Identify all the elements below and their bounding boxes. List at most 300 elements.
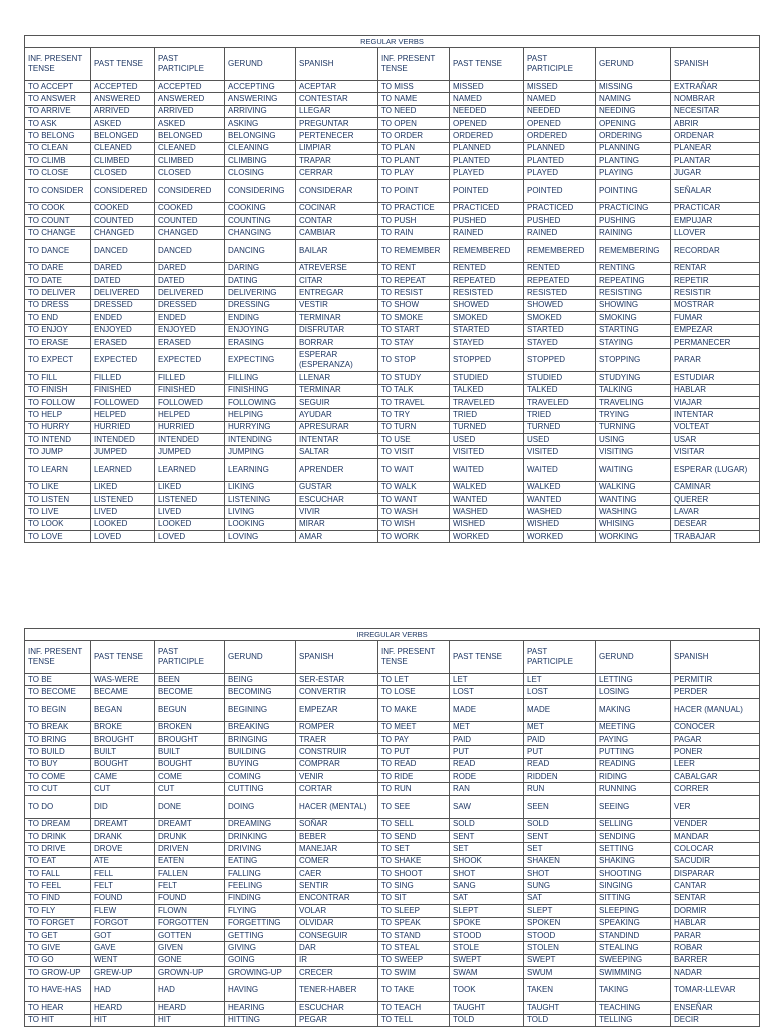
table-row [25, 979, 760, 1002]
table-cell: ORDENAR [671, 130, 760, 142]
table-cell: EXPECTED [155, 349, 225, 372]
table-cell: TO FEEL [25, 880, 91, 892]
table-row [25, 783, 760, 795]
table-cell: LOVED [155, 530, 225, 542]
table-cell: ROMPER [296, 721, 378, 733]
table-cell: PERMITIR [671, 674, 760, 686]
table-cell: PLAYING [596, 167, 671, 179]
table-cell: CLOSING [225, 167, 296, 179]
table-cell: TO REMEMBER [378, 239, 450, 262]
table-row [25, 954, 760, 966]
table-cell: TO HAVE-HAS [25, 979, 91, 1002]
table-cell: TALKING [596, 384, 671, 396]
table-cell: TO HIT [25, 1014, 91, 1026]
table-cell: TO DANCE [25, 239, 91, 262]
table-cell: VISITED [450, 446, 524, 458]
table-row [25, 506, 760, 518]
table-cell: DRIVEN [155, 843, 225, 855]
table-cell: PLANTED [524, 155, 596, 167]
table-cell: PLAYED [524, 167, 596, 179]
table-cell: TO ORDER [378, 130, 450, 142]
regular-header-row [25, 48, 760, 81]
table-cell: ORDERED [524, 130, 596, 142]
table-cell: SHOWED [524, 299, 596, 311]
table-cell: TO STEAL [378, 942, 450, 954]
table-cell: TO SEE [378, 795, 450, 818]
table-cell: GOT [91, 929, 155, 941]
table-cell: DORMIR [671, 905, 760, 917]
table-cell: TO STOP [378, 349, 450, 372]
table-cell: REPEATED [524, 275, 596, 287]
table-cell: WAITED [450, 458, 524, 481]
table-cell: GIVING [225, 942, 296, 954]
table-cell: PAGAR [671, 734, 760, 746]
table-cell: READ [524, 758, 596, 770]
table-cell: SMOKING [596, 312, 671, 324]
table-cell: NADAR [671, 966, 760, 978]
table-cell: STAYED [450, 336, 524, 348]
table-cell: SENTAR [671, 892, 760, 904]
table-cell: DARING [225, 262, 296, 274]
table-cell: JUMPING [225, 446, 296, 458]
table-cell: TURNED [450, 421, 524, 433]
table-row [25, 880, 760, 892]
table-cell: TO MAKE [378, 698, 450, 721]
table-cell: ENTREGAR [296, 287, 378, 299]
table-cell: TO USE [378, 433, 450, 445]
table-cell: CHANGED [155, 227, 225, 239]
table-cell: SWUM [524, 966, 596, 978]
table-cell: TO FINISH [25, 384, 91, 396]
table-cell: EXTRAÑAR [671, 81, 760, 93]
table-cell: EMPUJAR [671, 215, 760, 227]
table-cell: BELONGING [225, 130, 296, 142]
column-header: SPANISH [671, 48, 760, 81]
table-cell: TRYING [596, 409, 671, 421]
table-cell: TRABAJAR [671, 530, 760, 542]
table-cell: TO LIVE [25, 506, 91, 518]
table-cell: PLANEAR [671, 142, 760, 154]
table-cell: TO CLEAN [25, 142, 91, 154]
table-cell: REPEATING [596, 275, 671, 287]
table-cell: LLOVER [671, 227, 760, 239]
table-cell: HACER (MENTAL) [296, 795, 378, 818]
table-row [25, 299, 760, 311]
table-cell: TO SEND [378, 831, 450, 843]
table-cell: CHANGING [225, 227, 296, 239]
table-cell: JUMPED [155, 446, 225, 458]
table-cell: CUT [155, 783, 225, 795]
table-cell: TO DRESS [25, 299, 91, 311]
table-cell: PUSHED [524, 215, 596, 227]
column-header: INF. PRESENT TENSE [25, 48, 91, 81]
table-cell: ENDED [155, 312, 225, 324]
table-cell: TO LOSE [378, 686, 450, 698]
table-row [25, 384, 760, 396]
table-cell: ESPERAR (LUGAR) [671, 458, 760, 481]
table-cell: PUTTING [596, 746, 671, 758]
table-cell: NOMBRAR [671, 93, 760, 105]
table-cell: TO END [25, 312, 91, 324]
column-header: SPANISH [671, 641, 760, 674]
table-cell: LETTING [596, 674, 671, 686]
table-cell: DELIVERED [155, 287, 225, 299]
column-header: GERUND [596, 641, 671, 674]
table-cell: LIKED [155, 481, 225, 493]
table-cell: PLANTAR [671, 155, 760, 167]
table-cell: DONE [155, 795, 225, 818]
table-cell: VIVIR [296, 506, 378, 518]
table-cell: LAVAR [671, 506, 760, 518]
table-cell: TO RIDE [378, 771, 450, 783]
table-cell: ACCEPTING [225, 81, 296, 93]
table-cell: PLANTING [596, 155, 671, 167]
table-cell: BELONGED [155, 130, 225, 142]
table-row [25, 179, 760, 202]
table-cell: DRIVING [225, 843, 296, 855]
table-cell: PLAYED [450, 167, 524, 179]
table-cell: ANSWERING [225, 93, 296, 105]
table-cell: BREAKING [225, 721, 296, 733]
table-cell: SET [524, 843, 596, 855]
table-cell: TO LEARN [25, 458, 91, 481]
table-cell: WENT [91, 954, 155, 966]
table-cell: NAMED [524, 93, 596, 105]
table-cell: SINGING [596, 880, 671, 892]
table-cell: PRACTICED [524, 202, 596, 214]
table-cell: WALKED [524, 481, 596, 493]
table-cell: TO SMOKE [378, 312, 450, 324]
table-cell: LEARNED [155, 458, 225, 481]
table-cell: FUMAR [671, 312, 760, 324]
table-cell: VISITED [524, 446, 596, 458]
table-cell: TRAVELING [596, 396, 671, 408]
table-cell: TEACHING [596, 1002, 671, 1014]
table-cell: TO RENT [378, 262, 450, 274]
table-cell: TRAER [296, 734, 378, 746]
table-cell: SWEPT [524, 954, 596, 966]
table-cell: TO LOOK [25, 518, 91, 530]
table-cell: STOPPED [524, 349, 596, 372]
column-header: PAST TENSE [450, 641, 524, 674]
table-cell: TO WORK [378, 530, 450, 542]
table-cell: CERRAR [296, 167, 378, 179]
column-header: PAST PARTICIPLE [524, 48, 596, 81]
table-cell: CONSIDERED [155, 179, 225, 202]
table-cell: TO RAIN [378, 227, 450, 239]
table-cell: SET [450, 843, 524, 855]
table-cell: BARRER [671, 954, 760, 966]
table-cell: TO TRY [378, 409, 450, 421]
table-cell: DARED [155, 262, 225, 274]
table-cell: WISHED [524, 518, 596, 530]
table-cell: LEARNED [91, 458, 155, 481]
table-cell: TO TAKE [378, 979, 450, 1002]
table-cell: CONSIDERAR [296, 179, 378, 202]
table-cell: BEGUN [155, 698, 225, 721]
table-cell: TO FLY [25, 905, 91, 917]
table-cell: STARTING [596, 324, 671, 336]
table-cell: CUTTING [225, 783, 296, 795]
table-cell: TO READ [378, 758, 450, 770]
table-cell: COME [155, 771, 225, 783]
table-cell: LISTENED [155, 493, 225, 505]
table-cell: HACER (MANUAL) [671, 698, 760, 721]
table-cell: COUNTED [91, 215, 155, 227]
table-cell: CONVERTIR [296, 686, 378, 698]
table-cell: PUSHED [450, 215, 524, 227]
table-cell: CONSEGUIR [296, 929, 378, 941]
table-cell: DARED [91, 262, 155, 274]
table-row [25, 746, 760, 758]
table-cell: RENTED [450, 262, 524, 274]
column-header: INF. PRESENT TENSE [25, 641, 91, 674]
table-cell: BECAME [91, 686, 155, 698]
table-cell: FOLLOWED [91, 396, 155, 408]
column-header: PAST PARTICIPLE [155, 48, 225, 81]
table-cell: TO HELP [25, 409, 91, 421]
table-cell: SAW [450, 795, 524, 818]
table-cell: ANSWERED [155, 93, 225, 105]
table-cell: ESPERAR (ESPERANZA) [296, 349, 378, 372]
table-cell: WANTED [524, 493, 596, 505]
table-cell: ENSEÑAR [671, 1002, 760, 1014]
table-row [25, 275, 760, 287]
table-cell: DRUNK [155, 831, 225, 843]
table-cell: VOLTEAT [671, 421, 760, 433]
table-cell: DRESSING [225, 299, 296, 311]
table-cell: RESISTIR [671, 287, 760, 299]
table-cell: FOLLOWED [155, 396, 225, 408]
table-cell: REMEMBERED [450, 239, 524, 262]
table-cell: LIVING [225, 506, 296, 518]
table-cell: TO ERASE [25, 336, 91, 348]
table-cell: FELT [155, 880, 225, 892]
table-cell: FILLING [225, 372, 296, 384]
table-cell: WAITED [524, 458, 596, 481]
table-cell: ORDERED [450, 130, 524, 142]
table-cell: TO ENJOY [25, 324, 91, 336]
table-cell: USAR [671, 433, 760, 445]
table-row [25, 312, 760, 324]
table-cell: ACEPTAR [296, 81, 378, 93]
table-cell: TO ARRIVE [25, 105, 91, 117]
table-cell: DRESSED [155, 299, 225, 311]
table-cell: TO START [378, 324, 450, 336]
table-cell: SEEING [596, 795, 671, 818]
table-cell: PUT [524, 746, 596, 758]
table-cell: SHOWING [596, 299, 671, 311]
table-cell: DATING [225, 275, 296, 287]
table-row [25, 917, 760, 929]
table-cell: TOOK [450, 979, 524, 1002]
table-cell: CITAR [296, 275, 378, 287]
table-cell: TO PUSH [378, 215, 450, 227]
table-cell: DREAMING [225, 818, 296, 830]
table-cell: CLIMBING [225, 155, 296, 167]
table-cell: TO HEAR [25, 1002, 91, 1014]
table-cell: OLVIDAR [296, 917, 378, 929]
table-cell: BUYING [225, 758, 296, 770]
table-cell: CHANGED [91, 227, 155, 239]
column-header: GERUND [225, 641, 296, 674]
table-cell: DISPARAR [671, 868, 760, 880]
table-cell: TO BUILD [25, 746, 91, 758]
table-cell: ASKING [225, 118, 296, 130]
table-cell: BEGAN [91, 698, 155, 721]
table-cell: PEGAR [296, 1014, 378, 1026]
table-row [25, 530, 760, 542]
table-cell: TO MEET [378, 721, 450, 733]
table-cell: PERMANECER [671, 336, 760, 348]
table-cell: SOLD [450, 818, 524, 830]
table-row [25, 758, 760, 770]
table-cell: TO LET [378, 674, 450, 686]
table-cell: EMPEZAR [296, 698, 378, 721]
table-row [25, 336, 760, 348]
table-row [25, 227, 760, 239]
table-cell: STOLEN [524, 942, 596, 954]
table-cell: TO EXPECT [25, 349, 91, 372]
table-cell: TO ANSWER [25, 93, 91, 105]
table-cell: BROUGHT [155, 734, 225, 746]
table-cell: WAS-WERE [91, 674, 155, 686]
table-cell: JUGAR [671, 167, 760, 179]
table-cell: MAKING [596, 698, 671, 721]
table-cell: POINTED [524, 179, 596, 202]
table-cell: PLANNED [450, 142, 524, 154]
table-row [25, 1014, 760, 1026]
table-cell: TO SWIM [378, 966, 450, 978]
table-cell: VOLAR [296, 905, 378, 917]
table-cell: TO SLEEP [378, 905, 450, 917]
table-cell: HAD [91, 979, 155, 1002]
table-cell: APRENDER [296, 458, 378, 481]
table-cell: DANCED [155, 239, 225, 262]
table-cell: SALTAR [296, 446, 378, 458]
table-cell: CONSIDERING [225, 179, 296, 202]
irregular-verbs-table [24, 628, 760, 1027]
table-row [25, 142, 760, 154]
table-cell: STOLE [450, 942, 524, 954]
table-row [25, 966, 760, 978]
table-cell: HURRIED [155, 421, 225, 433]
table-row [25, 929, 760, 941]
table-cell: DECIR [671, 1014, 760, 1026]
table-cell: SHAKEN [524, 855, 596, 867]
table-cell: SACUDIR [671, 855, 760, 867]
table-cell: EMPEZAR [671, 324, 760, 336]
table-cell: SENT [450, 831, 524, 843]
table-row [25, 686, 760, 698]
table-row [25, 1002, 760, 1014]
table-cell: CLEANING [225, 142, 296, 154]
table-cell: TALKED [450, 384, 524, 396]
table-cell: RENTED [524, 262, 596, 274]
table-cell: COUNTING [225, 215, 296, 227]
table-cell: SWEEPING [596, 954, 671, 966]
table-cell: COMING [225, 771, 296, 783]
table-cell: LIMPIAR [296, 142, 378, 154]
table-cell: BEGINING [225, 698, 296, 721]
table-cell: TO GO [25, 954, 91, 966]
table-cell: SPOKE [450, 917, 524, 929]
table-cell: PAID [524, 734, 596, 746]
table-cell: ATE [91, 855, 155, 867]
column-header: PAST PARTICIPLE [524, 641, 596, 674]
table-cell: RESISTING [596, 287, 671, 299]
table-row [25, 396, 760, 408]
table-cell: CONTESTAR [296, 93, 378, 105]
table-row [25, 831, 760, 843]
table-cell: BOUGHT [91, 758, 155, 770]
table-cell: SPEAKING [596, 917, 671, 929]
table-cell: TRAVELED [450, 396, 524, 408]
table-row [25, 324, 760, 336]
table-cell: LET [450, 674, 524, 686]
table-cell: FINDING [225, 892, 296, 904]
table-cell: TO STUDY [378, 372, 450, 384]
table-cell: LEARNING [225, 458, 296, 481]
table-cell: HURRIED [91, 421, 155, 433]
table-cell: RENTING [596, 262, 671, 274]
table-cell: TO STAY [378, 336, 450, 348]
table-cell: REPEATED [450, 275, 524, 287]
table-cell: ENDED [91, 312, 155, 324]
table-cell: TURNED [524, 421, 596, 433]
column-header: PAST TENSE [91, 641, 155, 674]
table-cell: TO INTEND [25, 433, 91, 445]
table-cell: PLANNING [596, 142, 671, 154]
table-cell: PUSHING [596, 215, 671, 227]
table-cell: ENCONTRAR [296, 892, 378, 904]
table-cell: VISITAR [671, 446, 760, 458]
table-cell: BOUGHT [155, 758, 225, 770]
table-cell: STAYED [524, 336, 596, 348]
table-cell: LOVED [91, 530, 155, 542]
table-cell: TO BREAK [25, 721, 91, 733]
table-cell: ACCEPTED [155, 81, 225, 93]
table-cell: GOTTEN [155, 929, 225, 941]
table-cell: TO LIKE [25, 481, 91, 493]
table-cell: CLIMBED [155, 155, 225, 167]
table-cell: FILLED [91, 372, 155, 384]
table-cell: TO LISTEN [25, 493, 91, 505]
table-cell: FLYING [225, 905, 296, 917]
table-cell: CAER [296, 868, 378, 880]
table-cell: MEETING [596, 721, 671, 733]
table-cell: PARAR [671, 349, 760, 372]
table-cell: TO CHANGE [25, 227, 91, 239]
table-cell: TO CUT [25, 783, 91, 795]
table-cell: FOUND [155, 892, 225, 904]
table-cell: MISSING [596, 81, 671, 93]
table-cell: RIDING [596, 771, 671, 783]
table-row [25, 239, 760, 262]
table-cell: TO DARE [25, 262, 91, 274]
table-row [25, 481, 760, 493]
table-cell: TO POINT [378, 179, 450, 202]
table-cell: MET [450, 721, 524, 733]
table-cell: CONOCER [671, 721, 760, 733]
table-cell: SLEPT [450, 905, 524, 917]
table-cell: HEARD [91, 1002, 155, 1014]
table-cell: TO FOLLOW [25, 396, 91, 408]
table-cell: TO FILL [25, 372, 91, 384]
table-cell: SOÑAR [296, 818, 378, 830]
table-cell: TO SHOOT [378, 868, 450, 880]
table-cell: CONSIDERED [91, 179, 155, 202]
